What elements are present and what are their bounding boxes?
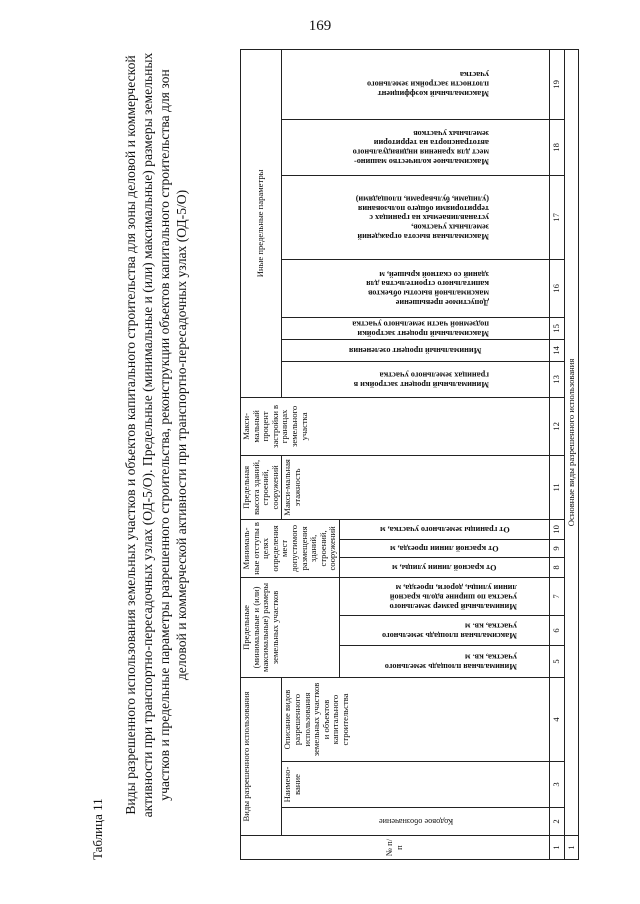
header-code: Кодовое обозначение xyxy=(282,808,550,836)
col-number: 16 xyxy=(549,259,564,317)
header-max-height: Предельная высота зданий, строений, сооружений xyxy=(241,455,282,519)
header-height-excess: Допустимое превышение максимальной высоты объектов капитального строительства для зданий со скатной крышей, м xyxy=(282,259,550,317)
header-max-floors: Макси-мальная этажность xyxy=(282,455,550,519)
col-number: 17 xyxy=(549,175,564,259)
header-plot-size-limits: Предельные (минимальные и (или) максимальные) размеры земельных участков xyxy=(241,577,340,677)
header-min-coverage: Минимальный процент застройки в границах земельного участка xyxy=(282,361,550,397)
col-number: 15 xyxy=(549,317,564,339)
header-min-setbacks: Минималь-ные отступы в целях определения мест допустимого размещения зданий, строений, сооружений xyxy=(241,519,340,577)
col-number: 14 xyxy=(549,339,564,361)
header-min-greening: Минимальный процент озеленения xyxy=(282,339,550,361)
header-setback-passage: От красной линии проезда, м xyxy=(339,539,549,557)
section-title: Основные виды разрешенного использования xyxy=(564,49,578,835)
header-density-coefficient: Максимальный коэффициент плотности застройки земельного участка xyxy=(282,49,550,119)
zoning-parameters-table xyxy=(240,49,579,860)
header-max-area: Максимальная площадь земельного участка, кв. м xyxy=(339,615,549,645)
col-number: 10 xyxy=(549,519,564,539)
header-max-parking: Максимальное количество машино-мест для хранения индивидуального автотранспорта на территории земельных участков xyxy=(282,119,550,175)
column-numbers-row xyxy=(549,49,564,859)
header-setback-street: От красной линии улицы, м xyxy=(339,557,549,577)
header-min-width: Минимальный размер земельного участка по ширине вдоль красной линии улицы, дороги, проезда, м xyxy=(339,577,549,615)
header-other-parameters: Иные предельные параметры xyxy=(241,49,282,397)
header-description: Описание видов разрешенного использования земельных участков и объектов капитального строительства xyxy=(282,677,550,761)
col-number: 3 xyxy=(549,762,564,808)
section-row-main-uses xyxy=(564,49,578,859)
col-number: 4 xyxy=(549,677,564,761)
col-number: 19 xyxy=(549,49,564,119)
col-number: 13 xyxy=(549,361,564,397)
header-permitted-use-types: Виды разрешенного использования xyxy=(241,677,282,835)
header-min-area: Минимальная площадь земельного участка, кв. м xyxy=(339,645,549,677)
header-num: № п/п xyxy=(241,836,550,860)
col-number: 9 xyxy=(549,539,564,557)
col-number: 2 xyxy=(549,808,564,836)
col-number: 1 xyxy=(549,836,564,860)
header-fence-height: Максимальная высота ограждений земельных участков, устанавливаемых на границах с территориями общего пользования (улицами, бульварами, площадями) xyxy=(282,175,550,259)
header-name: Наимено-вание xyxy=(282,762,550,808)
rotated-page-content xyxy=(90,50,605,860)
table-caption-label: Таблица 11 xyxy=(90,798,105,860)
section-number: 1 xyxy=(564,836,578,860)
header-setback-border: От границы земельного участка, м xyxy=(339,519,549,539)
table-caption-text: Виды разрешенного использования земельных участков и объектов капитального строительства для зоны деловой и коммерческой активности при транспортно-пересадочных узлах (ОД-5/О). Предельные (минимальные и (или) максимальные) размеры земельных участков и предельные параметры разрешенного строительства, реконструкции объектов капитального строительства для зон деловой и коммерческой активности при транспортно-пересадочных узлах (ОД-5/О) xyxy=(123,52,189,818)
col-number: 6 xyxy=(549,615,564,645)
col-number: 8 xyxy=(549,557,564,577)
col-number: 12 xyxy=(549,397,564,455)
col-number: 5 xyxy=(549,645,564,677)
header-max-coverage: Макси-мальный процент застройки в границах земельного участка xyxy=(241,397,550,455)
header-max-underground: Максимальный процент застройки подземной части земельного участка xyxy=(282,317,550,339)
col-number: 18 xyxy=(549,119,564,175)
page-number: 169 xyxy=(308,18,332,34)
col-number: 7 xyxy=(549,577,564,615)
col-number: 11 xyxy=(549,455,564,519)
